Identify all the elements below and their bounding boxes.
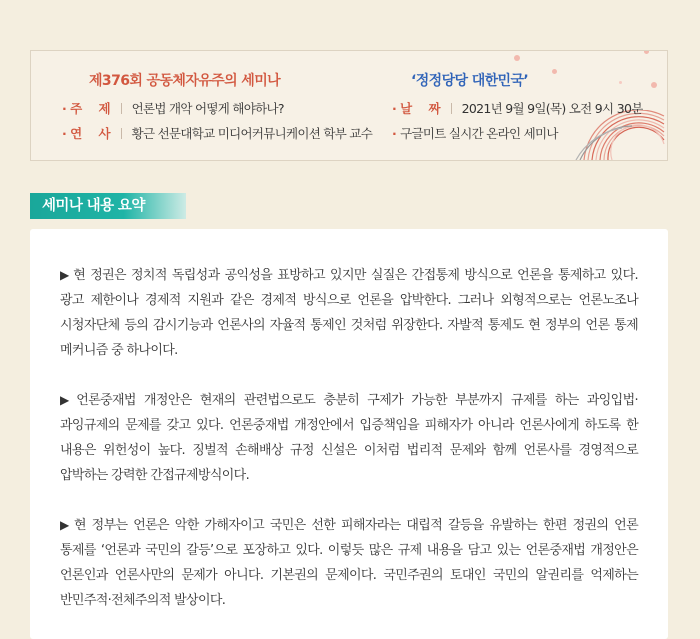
speaker-label: 연 사 bbox=[70, 126, 117, 141]
summary-paragraph-text: 현 정권은 정치적 독립성과 공익성을 표방하고 있지만 실질은 간접통제 방식으로 언론을 통제하고 있다. 광고 제한이나 경제적 지원과 같은 경제적 방식으로 언론을 압박한다. 그러나 외형적으로는 언론노조나 시청자단체 등의 감시기능과 언론사의 자율적 통제인 것처럼 위장한다. 자발적 통제도 현 정부의 언론 통제 메커니즘 중 하나이다. bbox=[60, 268, 638, 358]
decorative-dot bbox=[619, 81, 622, 84]
topic-row bbox=[62, 99, 284, 117]
venue-value: 구글미트 실시간 온라인 세미나 bbox=[400, 126, 558, 141]
decorative-dot bbox=[644, 50, 649, 54]
triangle-right-icon: ▶ bbox=[60, 393, 74, 407]
seminar-subject: ‘정정당당 대한민국’ bbox=[411, 73, 529, 89]
bullet-dot: · bbox=[392, 125, 397, 141]
summary-paragraph bbox=[60, 513, 638, 613]
seminar-info-box bbox=[30, 50, 668, 161]
summary-section-tab: 세미나 내용 요약 bbox=[30, 193, 186, 219]
summary-paragraph bbox=[60, 263, 638, 363]
topic-label: 주 제 bbox=[70, 101, 117, 116]
summary-paragraph bbox=[60, 388, 638, 488]
seminar-title: 제376회 공동체자유주의 세미나 bbox=[89, 73, 281, 89]
decorative-dot bbox=[514, 55, 520, 61]
decorative-arcs-graphic bbox=[572, 110, 667, 160]
date-label: 날 짜 bbox=[400, 101, 447, 116]
divider bbox=[121, 103, 122, 114]
venue-row bbox=[392, 124, 558, 142]
speaker-value: 황근 선문대학교 미디어커뮤니케이션 학부 교수 bbox=[131, 126, 373, 141]
date-value: 2021년 9월 9일(목) 오전 9시 30분 bbox=[461, 101, 643, 116]
topic-value: 언론법 개악 어떻게 해야하나? bbox=[131, 101, 284, 116]
summary-paragraph-text: 언론중재법 개정안은 현재의 관련법으로도 충분히 구제가 가능한 부분까지 규제를 하는 과잉입법·과잉규제의 문제를 갖고 있다. 언론중재법 개정안에서 입증책임을 피해자가 아니라 언론사에게 하도록 한 내용은 위헌성이 높다. 징벌적 손해배상 규정 신설은 이처럼 법리적 문제와 함께 언론사를 경영적으로 압박하는 강력한 간접규제방식이다. bbox=[60, 393, 638, 483]
triangle-right-icon: ▶ bbox=[60, 268, 71, 282]
divider bbox=[451, 103, 452, 114]
speaker-row bbox=[62, 124, 372, 142]
bullet-dot: · bbox=[62, 100, 67, 116]
date-row bbox=[392, 99, 643, 117]
decorative-dot bbox=[651, 82, 657, 88]
divider bbox=[121, 128, 122, 139]
triangle-right-icon: ▶ bbox=[60, 518, 71, 532]
summary-paragraph-text: 현 정부는 언론은 악한 가해자이고 국민은 선한 피해자라는 대립적 갈등을 유발하는 한편 정권의 언론 통제를 ‘언론과 국민의 갈등’으로 포장하고 있다. 이렇듯 많은 규제 내용을 담고 있는 언론중재법 개정안은 언론인과 언론사만의 문제가 아니다. 기본권의 문제이다. 국민주권의 토대인 국민의 알권리를 억제하는 반민주적·전체주의적 발상이다. bbox=[60, 518, 638, 608]
bullet-dot: · bbox=[62, 125, 67, 141]
decorative-dot bbox=[552, 69, 557, 74]
bullet-dot: · bbox=[392, 100, 397, 116]
summary-content bbox=[30, 229, 668, 639]
